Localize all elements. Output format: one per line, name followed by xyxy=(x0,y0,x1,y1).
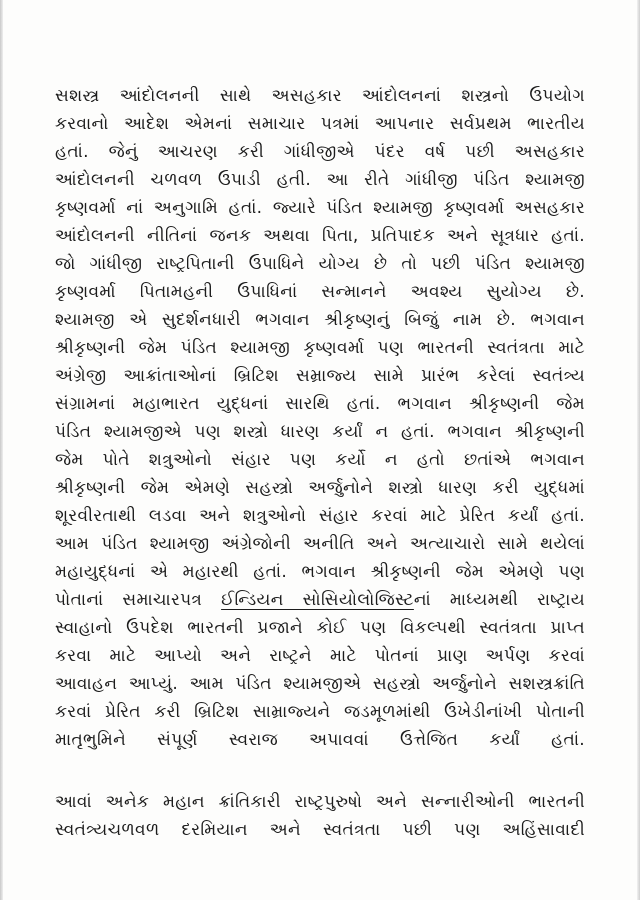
text-line: સ્વતંત્ર્યચળવળ દરમિયાન અને સ્વતંત્રતા પછી પણ અહિંસાવાદી xyxy=(55,820,585,840)
text-line: કરવાનો આદેશ એમનાં સમાચાર પત્રમાં આપનાર સર્વપ્રથમ ભારતીય xyxy=(55,114,585,134)
text-line: શ્રીકૃષ્ણની જેમ પંડિત શ્યામજી કૃષ્ણવર્મા પણ ભારતની સ્વતંત્રતા માટે xyxy=(55,338,585,358)
document-body xyxy=(55,82,585,844)
text-line: આમ પંડિત શ્યામજી અંગ્રેજોની અનીતિ અને અત્યાચારો સામે થયેલાં xyxy=(55,534,585,554)
text-line: જેમ પોતે શત્રુઓનો સંહાર પણ કર્યો ન હતો છતાંએ ભગવાન xyxy=(55,450,585,470)
text-line: મહાયુદ્ધનાં એ મહારથી હતાં. ભગવાન શ્રીકૃષ્ણની જેમ એમણે પણ xyxy=(55,562,585,582)
text-line: હતાં. જેનું આચરણ કરી ગાંધીજીએ પંદર વર્ષ પછી અસહકાર xyxy=(55,142,585,162)
newspaper-title-underlined: ઈન્ડિયન સોસિયોલોજિસ્ટ xyxy=(221,590,414,610)
text-line: આંદોલનની ચળવળ ઉપાડી હતી. આ રીતે ગાંધીજી પંડિત શ્યામજી xyxy=(55,170,585,190)
text-line: કરવા માટે આપ્યો અને રાષ્ટ્રને માટે પોતનાં પ્રાણ અર્પણ કરવાં xyxy=(55,646,585,666)
text-line: સ્વાહાનો ઉપદેશ ભારતની પ્રજાને કોઈ પણ વિકલ્પથી સ્વતંત્રતા પ્રાપ્ત xyxy=(55,618,585,638)
text-line: આંદોલનની નીતિનાં જનક અથવા પિતા, પ્રતિપાદક અને સૂત્રધાર હતાં. xyxy=(55,226,585,246)
text-line: શૂરવીરતાથી લડવા અને શત્રુઓનો સંહાર કરવાં માટે પ્રેરિત કર્યાં હતાં. xyxy=(55,506,585,526)
text-line: સંગ્રામનાં મહાભારત યુદ્ધનાં સારથિ હતાં. ભગવાન શ્રીકૃષ્ણની જેમ xyxy=(55,394,585,414)
text-line: માતૃભુમિને સંપૂર્ણ સ્વરાજ અપાવવાં ઉત્તેજિત કર્યાં હતાં. xyxy=(55,730,585,750)
paragraph-2 xyxy=(55,788,585,844)
paragraph-1 xyxy=(55,82,585,754)
paragraph-spacer xyxy=(55,754,585,788)
text-line: કરવાં પ્રેરિત કરી બ્રિટિશ સામ્રાજ્યને જડમૂળમાંથી ઉખેડીનાંખી પોતાની xyxy=(55,702,585,722)
text-line-with-title xyxy=(55,586,585,614)
text-line: કૃષ્ણવર્મા નાં અનુગામિ હતાં. જ્યારે પંડિત શ્યામજી કૃષ્ણવર્મા અસહકાર xyxy=(55,198,585,218)
text-line: કૃષ્ણવર્મા પિતામહની ઉપાધિનાં સન્માનને અવશ્ય સુયોગ્ય છે. xyxy=(55,282,585,302)
text-line: આવાહન આપ્યું. આમ પંડિત શ્યામજીએ સહસ્ત્રો અર્જુનોને સશસ્ત્રક્રાંતિ xyxy=(55,674,585,694)
text-segment: પોતાનાં સમાચારપત્ર xyxy=(55,590,222,610)
text-line: શ્રીકૃષ્ણની જેમ એમણે સહસ્ત્રો અર્જુનોને શસ્ત્રો ધારણ કરી યુદ્ધમાં xyxy=(55,478,585,498)
text-line: સશસ્ત્ર આંદોલનની સાથે અસહકાર આંદોલનનાં શસ્ત્રનો ઉપયોગ xyxy=(55,86,585,106)
page-edge-left xyxy=(0,0,3,900)
text-line: શ્યામજી એ સુદર્શનધારી ભગવાન શ્રીકૃષ્ણનું બિજું નામ છે. ભગવાન xyxy=(55,310,585,330)
text-line: જો ગાંધીજી રાષ્ટ્રપિતાની ઉપાધિને યોગ્ય છે તો પછી પંડિત શ્યામજી xyxy=(55,254,585,274)
text-line: પંડિત શ્યામજીએ પણ શસ્ત્રો ધારણ કર્યાં ન હતાં. ભગવાન શ્રીકૃષ્ણની xyxy=(55,422,585,442)
text-line: આવાં અનેક મહાન ક્રાંતિકારી રાષ્ટ્રપુરુષો અને સન્નારીઓની ભારતની xyxy=(55,792,585,812)
text-segment: નાં માધ્યમથી રાષ્ટ્રાય xyxy=(413,590,585,610)
text-line: અંગ્રેજી આક્રાંતાઓનાં બ્રિટિશ સમ્રાજ્ય સામે પ્રારંભ કરેલાં સ્વતંત્ર્ય xyxy=(55,366,585,386)
